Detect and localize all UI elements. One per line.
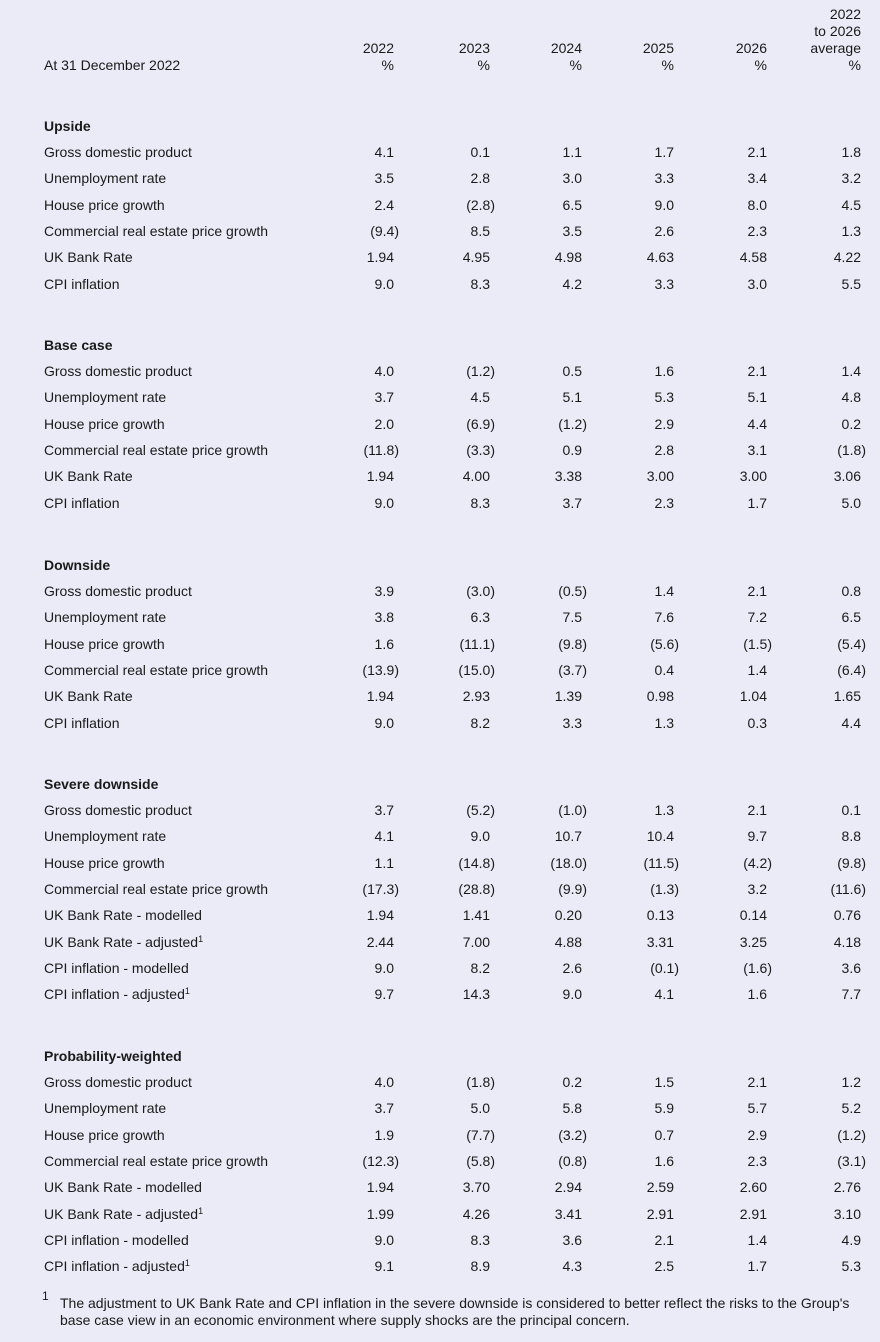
- table-cell: 0.5: [562, 363, 582, 379]
- table-cell: 3.7: [562, 494, 582, 511]
- table-cell: (11.5): [643, 854, 679, 871]
- table-cell: 2.6: [654, 222, 674, 239]
- table-cell: (14.8): [458, 854, 495, 871]
- table-cell: (5.4): [837, 635, 866, 652]
- table-cell: 2.5: [654, 1258, 674, 1275]
- table-cell: 0.8: [841, 583, 861, 599]
- table-cell: 2.91: [646, 1205, 674, 1222]
- table-cell: 3.0: [562, 170, 582, 187]
- row-label-text: House price growth: [44, 196, 165, 213]
- table-cell: (1.8): [837, 441, 866, 458]
- row-label-text: Unemployment rate: [44, 609, 167, 626]
- section-title: Upside: [44, 118, 91, 134]
- table-cell: 1.6: [374, 635, 394, 652]
- table-cell: 4.1: [374, 828, 394, 845]
- column-header-line: %: [569, 57, 582, 73]
- column-header-line: 2024: [550, 40, 582, 56]
- table-cell: 1.99: [366, 1205, 394, 1222]
- table-cell: 3.70: [462, 1179, 490, 1196]
- table-cell: 0.3: [747, 714, 767, 731]
- table-cell: (3.7): [558, 661, 587, 678]
- table-cell: 0.14: [739, 907, 767, 924]
- table-cell: 0.1: [470, 144, 490, 160]
- table-cell: 5.3: [841, 1258, 861, 1275]
- table-cell: (6.9): [466, 415, 495, 432]
- footnote-reference: 1: [198, 933, 204, 944]
- table-cell: 3.06: [833, 468, 861, 485]
- table-cell: (17.3): [362, 880, 399, 897]
- row-label: [44, 1127, 165, 1144]
- section-title: Downside: [44, 557, 111, 573]
- table-cell: (6.4): [837, 661, 866, 678]
- table-cell: 3.5: [374, 170, 394, 187]
- table-cell: 3.7: [374, 389, 394, 406]
- row-label: [44, 170, 166, 187]
- table-cell: 2.3: [747, 1152, 767, 1169]
- row-label-text: Gross domestic product: [44, 144, 192, 160]
- table-cell: 3.7: [374, 1100, 394, 1117]
- table-cell: 2.8: [470, 170, 490, 187]
- table-cell: 2.6: [562, 959, 582, 976]
- row-label: [44, 416, 165, 433]
- table-cell: 3.3: [654, 275, 674, 292]
- table-cell: 5.9: [654, 1100, 674, 1117]
- table-cell: 0.7: [654, 1126, 674, 1143]
- row-label-text: Commercial real estate price growth: [44, 222, 269, 239]
- table-cell: 2.1: [747, 1074, 767, 1090]
- table-cell: (4.2): [743, 854, 772, 871]
- row-label: [44, 688, 133, 705]
- row-label-text: Unemployment rate: [44, 170, 167, 187]
- table-cell: 3.6: [841, 959, 861, 976]
- table-cell: 2.94: [554, 1179, 582, 1196]
- row-label: [44, 828, 166, 845]
- row-label: [44, 197, 165, 214]
- table-cell: 3.3: [654, 170, 674, 187]
- row-label-text: UK Bank Rate - modelled: [44, 907, 202, 924]
- table-cell: 4.00: [462, 468, 490, 485]
- table-cell: (11.8): [363, 441, 399, 458]
- row-label-text: Commercial real estate price growth: [44, 441, 269, 458]
- table-cell: 5.7: [747, 1100, 767, 1117]
- table-cell: 4.2: [562, 275, 582, 292]
- table-cell: 2.8: [654, 441, 674, 458]
- row-label-text: CPI inflation - adjusted: [44, 1258, 185, 1275]
- table-cell: 4.88: [554, 933, 582, 950]
- table-cell: 0.20: [554, 907, 582, 924]
- table-cell: (3.3): [466, 441, 495, 458]
- table-cell: 9.0: [470, 828, 490, 845]
- table-cell: 8.3: [470, 494, 490, 511]
- table-cell: 3.41: [554, 1205, 582, 1222]
- row-label: [44, 802, 192, 819]
- column-header-line: to 2026: [814, 23, 861, 39]
- table-cell: 2.9: [747, 1126, 767, 1143]
- footnote-reference: 1: [184, 986, 190, 997]
- table-cell: 9.0: [374, 275, 394, 292]
- footnote-text: The adjustment to UK Bank Rate and CPI inflation in the severe downside is considered to better reflect the risks to the Group's base case view in an economic environment where supply shocks are the principal concern.: [60, 1295, 850, 1328]
- table-cell: 7.5: [562, 609, 582, 626]
- table-cell: 2.1: [747, 363, 767, 379]
- row-label-text: Commercial real estate price growth: [44, 880, 269, 897]
- row-label: [44, 442, 268, 459]
- table-cell: (15.0): [458, 661, 495, 678]
- table-cell: 1.6: [654, 1152, 674, 1169]
- table-cell: (3.0): [466, 583, 495, 599]
- table-cell: 2.3: [747, 222, 767, 239]
- row-label-text: UK Bank Rate: [44, 468, 133, 485]
- row-label-text: CPI inflation: [44, 494, 120, 511]
- table-cell: 0.76: [833, 907, 861, 924]
- row-label: [44, 1100, 166, 1117]
- row-label-text: Unemployment rate: [44, 389, 167, 406]
- row-label-text: Gross domestic product: [44, 1074, 192, 1090]
- table-cell: 4.18: [833, 933, 861, 950]
- row-label: [44, 468, 133, 485]
- row-label-text: UK Bank Rate: [44, 249, 133, 266]
- row-label: [44, 881, 268, 898]
- column-header-line: 2026: [735, 40, 767, 56]
- table-cell: 1.7: [747, 494, 767, 511]
- table-cell: 4.4: [747, 415, 767, 432]
- table-cell: (1.2): [558, 415, 587, 432]
- table-cell: 6.5: [841, 609, 861, 626]
- table-cell: 2.0: [374, 415, 394, 432]
- row-label-text: Unemployment rate: [44, 1100, 167, 1117]
- table-cell: (3.2): [558, 1126, 587, 1143]
- table-cell: 8.5: [470, 222, 490, 239]
- table-cell: 1.3: [654, 714, 674, 731]
- table-cell: 1.2: [841, 1074, 861, 1090]
- footnote-reference: 1: [184, 1258, 190, 1269]
- table-cell: 4.3: [562, 1258, 582, 1275]
- table-cell: 5.0: [841, 494, 861, 511]
- table-cell: 5.0: [470, 1100, 490, 1117]
- table-cell: 0.2: [841, 415, 861, 432]
- table-cell: 2.1: [747, 583, 767, 599]
- table-cell: 4.95: [462, 249, 490, 266]
- table-cell: 1.4: [747, 661, 767, 678]
- column-header-line: 2023: [458, 40, 490, 56]
- table-cell: 7.2: [747, 609, 767, 626]
- row-label: [44, 223, 268, 240]
- table-cell: 3.00: [646, 468, 674, 485]
- footnote-marker: 1: [42, 1289, 49, 1303]
- table-cell: (1.2): [466, 363, 495, 379]
- table-cell: 4.9: [841, 1231, 861, 1248]
- table-cell: 3.5: [562, 222, 582, 239]
- table-cell: (3.1): [837, 1152, 866, 1169]
- row-label: [44, 1153, 268, 1170]
- row-label-text: Gross domestic product: [44, 363, 192, 379]
- table-cell: 9.0: [562, 986, 582, 1003]
- table-cell: 1.4: [841, 363, 861, 379]
- row-label: [44, 986, 190, 1003]
- table-cell: 5.8: [562, 1100, 582, 1117]
- table-cell: 2.60: [739, 1179, 767, 1196]
- column-header-line: %: [381, 57, 394, 73]
- table-cell: 3.31: [646, 933, 674, 950]
- table-cell: 2.91: [739, 1205, 767, 1222]
- table-cell: (1.5): [743, 635, 772, 652]
- table-cell: 1.8: [841, 144, 861, 160]
- table-cell: 9.0: [374, 494, 394, 511]
- footnote-reference: 1: [198, 1205, 204, 1216]
- table-cell: 1.04: [739, 688, 767, 705]
- table-cell: 5.3: [654, 389, 674, 406]
- table-cell: 8.0: [747, 196, 767, 213]
- section-title: Severe downside: [44, 776, 159, 792]
- table-cell: 9.0: [374, 1231, 394, 1248]
- table-cell: 5.5: [841, 275, 861, 292]
- table-cell: 14.3: [462, 986, 490, 1003]
- table-cell: (1.8): [466, 1074, 495, 1090]
- table-cell: (0.5): [558, 583, 587, 599]
- row-label-text: CPI inflation - modelled: [44, 1231, 189, 1248]
- row-label-text: UK Bank Rate - modelled: [44, 1179, 202, 1196]
- table-cell: (1.2): [837, 1126, 866, 1143]
- row-label: [44, 907, 202, 924]
- row-label: [44, 662, 268, 679]
- table-cell: 0.98: [646, 688, 674, 705]
- row-label: [44, 1179, 202, 1196]
- table-cell: 7.00: [462, 933, 490, 950]
- table-cell: 6.5: [562, 196, 582, 213]
- table-cell: 8.9: [470, 1258, 490, 1275]
- table-cell: 3.4: [747, 170, 767, 187]
- table-cell: (18.0): [550, 854, 587, 871]
- table-cell: (9.8): [558, 635, 587, 652]
- table-cell: 1.9: [374, 1126, 394, 1143]
- table-cell: 4.1: [654, 986, 674, 1003]
- table-cell: 5.1: [562, 389, 582, 406]
- table-cell: 1.94: [366, 1179, 394, 1196]
- table-cell: 4.63: [646, 249, 674, 266]
- row-label: [44, 583, 192, 600]
- row-label: [44, 1074, 192, 1091]
- table-cell: 1.94: [366, 249, 394, 266]
- column-header-line: 2025: [642, 40, 674, 56]
- table-cell: 9.0: [654, 196, 674, 213]
- table-cell: (9.4): [370, 222, 399, 239]
- table-cell: 0.9: [562, 441, 582, 458]
- row-label: [44, 715, 119, 732]
- row-label: [44, 276, 119, 293]
- table-cell: 0.4: [654, 661, 674, 678]
- table-cell: 0.1: [841, 802, 861, 818]
- table-cell: 2.9: [654, 415, 674, 432]
- table-cell: (0.8): [558, 1152, 587, 1169]
- row-label-text: CPI inflation: [44, 714, 120, 731]
- row-label-text: UK Bank Rate - adjusted: [44, 933, 199, 950]
- row-label: [44, 960, 189, 977]
- table-cell: 1.94: [366, 468, 394, 485]
- table-cell: (1.0): [558, 802, 587, 818]
- row-label: [44, 389, 166, 406]
- table-cell: 1.6: [747, 986, 767, 1003]
- table-cell: 1.3: [841, 222, 861, 239]
- table-cell: 4.0: [374, 363, 394, 379]
- section-title: Base case: [44, 337, 113, 353]
- table-cell: 3.6: [562, 1231, 582, 1248]
- row-label-text: Unemployment rate: [44, 828, 167, 845]
- row-label-text: UK Bank Rate: [44, 688, 133, 705]
- table-cell: 8.3: [470, 275, 490, 292]
- table-cell: 1.1: [374, 854, 394, 871]
- table-cell: 9.7: [747, 828, 767, 845]
- table-cell: 1.7: [747, 1258, 767, 1275]
- row-label-text: Commercial real estate price growth: [44, 661, 269, 678]
- row-label-text: UK Bank Rate - adjusted: [44, 1205, 199, 1222]
- row-label: [44, 934, 203, 951]
- table-cell: (2.8): [466, 196, 495, 213]
- table-cell: 7.7: [841, 986, 861, 1003]
- row-label: [44, 1206, 203, 1223]
- table-cell: 5.2: [841, 1100, 861, 1117]
- table-cell: 1.94: [366, 688, 394, 705]
- table-cell: 1.4: [654, 583, 674, 599]
- table-cell: 2.93: [462, 688, 490, 705]
- table-cell: 3.1: [747, 441, 767, 458]
- table-cell: (1.6): [743, 959, 772, 976]
- table-cell: (1.3): [650, 880, 679, 897]
- table-cell: (0.1): [650, 959, 679, 976]
- table-cell: 7.6: [654, 609, 674, 626]
- table-cell: 3.2: [841, 170, 861, 187]
- table-cell: 4.1: [374, 144, 394, 160]
- row-label-text: Gross domestic product: [44, 583, 192, 599]
- row-label: [44, 636, 165, 653]
- row-label-text: House price growth: [44, 1126, 165, 1143]
- table-cell: 3.38: [554, 468, 582, 485]
- table-cell: 8.8: [841, 828, 861, 845]
- table-cell: 9.1: [374, 1258, 394, 1275]
- table-cell: (12.3): [362, 1152, 399, 1169]
- row-label-text: House price growth: [44, 635, 165, 652]
- table-cell: (5.6): [650, 635, 679, 652]
- row-label: [44, 1232, 189, 1249]
- table-cell: 4.0: [374, 1074, 394, 1090]
- table-cell: 3.8: [374, 609, 394, 626]
- table-cell: 8.2: [470, 959, 490, 976]
- row-label: [44, 144, 192, 161]
- table-cell: 9.0: [374, 959, 394, 976]
- table-cell: 3.2: [747, 880, 767, 897]
- table-cell: (7.7): [466, 1126, 495, 1143]
- row-label: [44, 495, 119, 512]
- column-header-line: 2022: [362, 40, 394, 56]
- table-cell: 4.98: [554, 249, 582, 266]
- table-cell: (5.8): [466, 1152, 495, 1169]
- row-label-text: House price growth: [44, 415, 165, 432]
- table-cell: 1.1: [562, 144, 582, 160]
- table-cell: (28.8): [458, 880, 495, 897]
- table-cell: 2.1: [747, 144, 767, 160]
- table-cell: 2.4: [374, 196, 394, 213]
- row-label-text: CPI inflation - adjusted: [44, 986, 185, 1003]
- table-cell: 3.7: [374, 802, 394, 818]
- column-header-line: %: [477, 57, 490, 73]
- table-cell: 2.76: [833, 1179, 861, 1196]
- row-label-text: House price growth: [44, 854, 165, 871]
- row-label-text: Gross domestic product: [44, 802, 192, 818]
- table-cell: 3.25: [739, 933, 767, 950]
- table-cell: 3.00: [739, 468, 767, 485]
- row-label: [44, 1258, 190, 1275]
- row-label-text: CPI inflation - modelled: [44, 959, 189, 976]
- table-cell: 2.1: [654, 1231, 674, 1248]
- table-cell: 4.22: [833, 249, 861, 266]
- table-cell: 9.7: [374, 986, 394, 1003]
- table-cell: (9.9): [558, 880, 587, 897]
- row-label-text: CPI inflation: [44, 275, 120, 292]
- table-cell: 2.59: [646, 1179, 674, 1196]
- row-label: [44, 609, 166, 626]
- table-cell: (13.9): [362, 661, 399, 678]
- column-header-line: average: [810, 40, 861, 56]
- column-header-line: %: [754, 57, 767, 73]
- table-cell: 5.1: [747, 389, 767, 406]
- table-cell: 9.0: [374, 714, 394, 731]
- table-cell: 1.7: [654, 144, 674, 160]
- table-cell: 4.26: [462, 1205, 490, 1222]
- table-cell: (9.8): [837, 854, 866, 871]
- table-cell: 1.5: [654, 1074, 674, 1090]
- table-cell: 2.1: [747, 802, 767, 818]
- table-cell: 1.94: [366, 907, 394, 924]
- column-header-line: 2022: [829, 6, 861, 22]
- table-cell: 4.5: [470, 389, 490, 406]
- table-cell: (5.2): [466, 802, 495, 818]
- table-cell: 3.3: [562, 714, 582, 731]
- table-cell: 3.9: [374, 583, 394, 599]
- table-cell: 10.7: [554, 828, 582, 845]
- column-header-line: %: [661, 57, 674, 73]
- table-cell: 3.0: [747, 275, 767, 292]
- table-cell: 2.3: [654, 494, 674, 511]
- as-at-label: At 31 December 2022: [44, 57, 181, 73]
- section-title: Probability-weighted: [44, 1048, 182, 1064]
- row-label-text: Commercial real estate price growth: [44, 1152, 269, 1169]
- table-cell: 4.58: [739, 249, 767, 266]
- table-cell: (11.1): [459, 635, 495, 652]
- table-cell: 1.65: [833, 688, 861, 705]
- row-label: [44, 249, 133, 266]
- table-cell: 4.8: [841, 389, 861, 406]
- table-cell: 10.4: [646, 828, 674, 845]
- table-cell: 0.13: [646, 907, 674, 924]
- column-header-line: %: [848, 57, 861, 73]
- table-cell: (11.6): [830, 880, 866, 897]
- table-cell: 8.2: [470, 714, 490, 731]
- row-label: [44, 363, 192, 380]
- table-cell: 2.44: [366, 933, 394, 950]
- table-cell: 6.3: [470, 609, 490, 626]
- row-label: [44, 855, 165, 872]
- table-cell: 4.4: [841, 714, 861, 731]
- table-cell: 1.4: [747, 1231, 767, 1248]
- table-cell: 1.41: [462, 907, 490, 924]
- table-cell: 1.3: [654, 802, 674, 818]
- table-cell: 3.10: [833, 1205, 861, 1222]
- table-cell: 1.39: [554, 688, 582, 705]
- table-cell: 0.2: [562, 1074, 582, 1090]
- table-cell: 4.5: [841, 196, 861, 213]
- table-cell: 8.3: [470, 1231, 490, 1248]
- table-cell: 1.6: [654, 363, 674, 379]
